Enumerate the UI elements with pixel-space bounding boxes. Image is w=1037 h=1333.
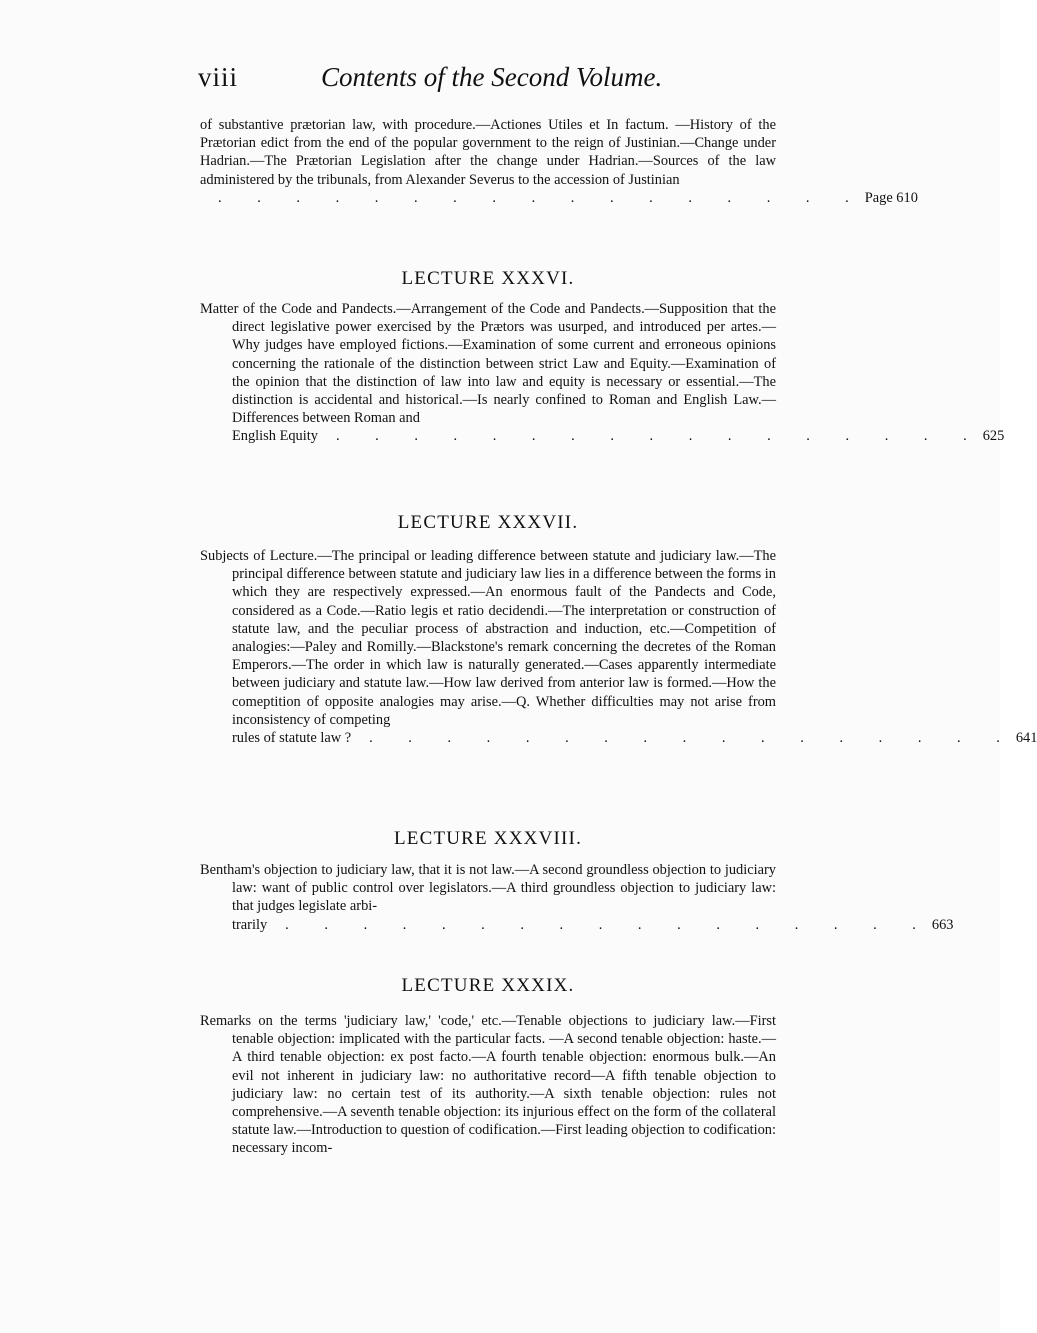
page-number: Page 610: [864, 189, 918, 206]
lecture-entry: [200, 1012, 776, 1158]
page-number: 641: [1015, 730, 1037, 747]
lecture-tail: [200, 729, 1037, 747]
intro-tail: [200, 189, 918, 207]
lecture-heading: LECTURE XXXVII.: [397, 512, 579, 533]
lecture-heading: LECTURE XXXVIII.: [393, 828, 583, 849]
lecture-entry: [200, 861, 954, 934]
lecture-summary: Bentham's objection to judiciary law, that it is not law.—A second groundless objection to judiciary law: want of public control over legislators.—A third groundless objection to judiciary law: that judges legislate arbi-: [200, 862, 776, 915]
lecture-heading: LECTURE XXXVI.: [401, 268, 575, 289]
intro-text: of substantive prætorian law, with procedure.—Actiones Utiles et In factum. —History of the Prætorian edict from the end of the popular government to the reign of Justinian.—Change under Hadrian.—The Prætorian Legislation after the change under Hadrian.—Sources of the law administered by the tribunals, from Alexander Severus to the accession of Justinian: [200, 117, 776, 188]
leader-dots: . . . . . . . . . . . . . . . . .: [335, 428, 983, 445]
leader-dots: . . . . . . . . . . . . . . . . .: [218, 189, 865, 206]
page-number: 625: [982, 428, 1005, 445]
page-number: 663: [931, 916, 954, 933]
page-header: [198, 62, 818, 102]
lecture-summary: Matter of the Code and Pandects.—Arrangement of the Code and Pandects.—Supposition that the direct legislative power exercised by the Prætors was usurped, and introduced per artes.—Why judges have employed fictions.—Examination of some current and erroneous opinions concerning the rationale of the distinction between strict Law and Equity.—Examination of the opinion that the distinction of law into law and equity is necessary or essential.—The distinction is accidental and historical.—Is nearly confined to Roman and English Law.—Differences between Roman and: [200, 301, 776, 427]
tail-text: rules of statute law ?: [232, 730, 352, 747]
lecture-tail: [200, 427, 1005, 445]
page-folio: viii: [198, 62, 239, 92]
leader-dots: . . . . . . . . . . . . . . . . .: [285, 916, 932, 933]
intro-entry: [200, 116, 918, 207]
leader-dots: . . . . . . . . . . . . . . . . .: [369, 730, 1016, 747]
lecture-summary: Subjects of Lecture.—The principal or leading difference between statute and judiciary law.—The principal difference between statute and judiciary law lies in a difference between the forms in which they are respectively expressed.—An enormous fault of the Pandects and Code, considered as a Code.—Ratio legis et ratio decidendi.—The interpretation or construction of statute law, and the peculiar process of abstraction and induction, etc.—Competition of analogies:—Paley and Romilly.—Blackstone's remark concerning the decretes of the Roman Emperors.—The order in which law is naturally generated.—Cases apparently intermediate between judiciary and statute law.—How law derived from anterior law is formed.—How the comeptition of opposite analogies may arise.—Q. Whether difficulties may not arise from inconsistency of competing: [200, 548, 776, 728]
lecture-entry: [200, 547, 1037, 747]
lecture-summary: Remarks on the terms 'judiciary law,' 'code,' etc.—Tenable objections to judiciary law.—First tenable objection: implicated with the particular facts. —A second tenable objection: haste.—A third tenable objection: ex post facto.—A fourth tenable objection: enormous bulk.—An evil not inherent in judiciary law: no authoritative record—A fifth tenable objection to judiciary law: no certain test of its authority.—A sixth tenable objection: rules not comprehensive.—A seventh tenable objection: its injurious effect on the form of the collateral statute law.—Introduction to question of codification.—First leading objection to codification: necessary incom-: [200, 1013, 776, 1157]
lecture-entry: [200, 300, 1005, 446]
lecture-heading: LECTURE XXXIX.: [401, 975, 575, 996]
lecture-tail: [200, 916, 954, 934]
tail-text: English Equity: [232, 428, 318, 445]
running-title: Contents of the Second Volume.: [321, 62, 663, 92]
tail-text: trarily: [232, 916, 268, 933]
